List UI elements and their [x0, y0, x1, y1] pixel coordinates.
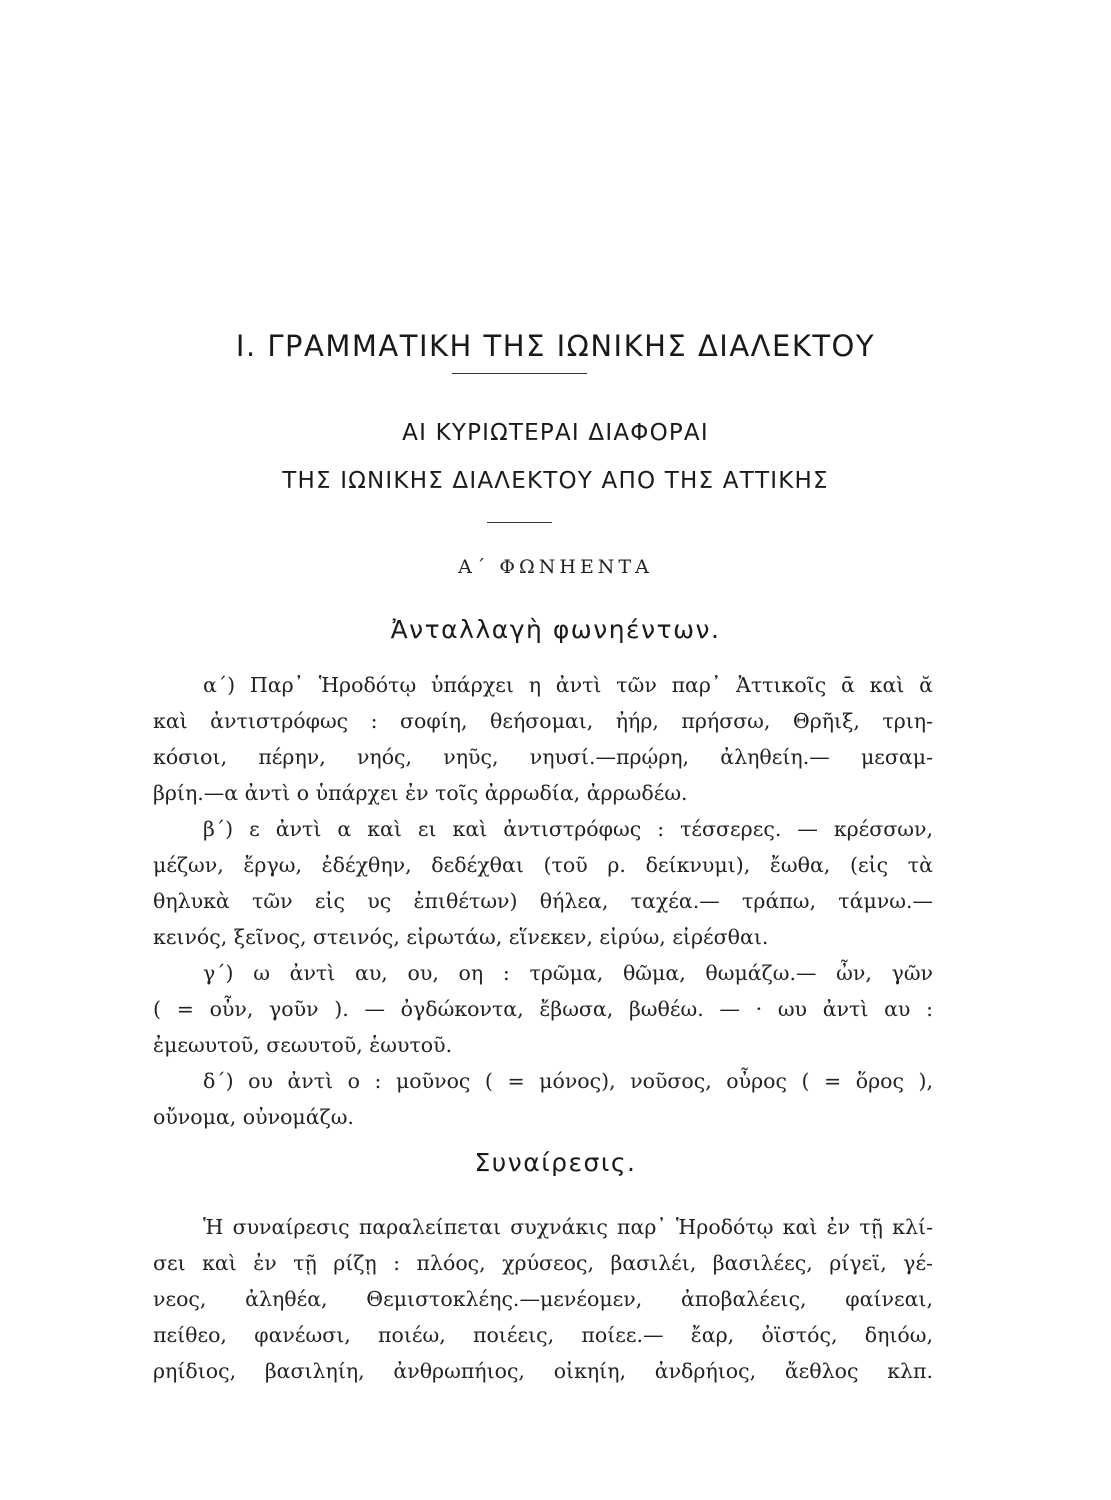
subsection-heading-contraction: Συναίρεσις. [474, 1148, 637, 1177]
subsection-heading-vowel-exchange: Ἀνταλλαγὴ φωνηέντων. [390, 615, 721, 644]
text-line: βρίη.—α ἀντὶ ο ὑπάρχει ἐν τοῖς ἀρρωδία, ἀρρωδέω. [153, 781, 688, 805]
text-line: γ΄) ω ἀντὶ αυ, ου, οη : τρῶμα, θῶμα, θωμάζω.— ὦν, γῶν [203, 961, 933, 985]
text-line: ἐμεωυτοῦ, σεωυτοῦ, ἑωυτοῦ. [153, 1033, 453, 1057]
section-heading: Α΄ ΦΩΝΗΕΝΤΑ [458, 556, 653, 578]
text-line: οὔνομα, οὐνομάζω. [153, 1105, 354, 1129]
subtitle-line-2: ΤΗΣ ΙΩΝΙΚΗΣ ΔΙΑΛΕΚΤΟΥ ΑΠΟ ΤΗΣ ΑΤΤΙΚΗΣ [282, 468, 829, 494]
text-line: ρηίδιος, βασιληίη, ἀνθρωπήιος, οἰκηίη, ἀνδρήιος, ἄεθλος κλπ. [153, 1359, 933, 1383]
text-line: κόσιοι, πέρην, νηός, νηῦς, νηυσί.—πρῴρη, ἀληθείη.— μεσαμ- [153, 745, 933, 769]
chapter-title: I. ΓΡΑΜΜΑΤΙΚΗ ΤΗΣ ΙΩΝΙΚΗΣ ΔΙΑΛΕΚΤΟΥ [235, 329, 876, 364]
text-line: μέζων, ἔργω, ἐδέχθην, δεδέχθαι (τοῦ ρ. δείκνυμι), ἔωθα, (εἰς τὰ [153, 853, 933, 877]
title-divider [452, 373, 587, 374]
text-line: καὶ ἀντιστρόφως : σοφίη, θεήσομαι, ἠήρ, πρήσσω, Θρῆιξ, τριη- [153, 709, 933, 733]
text-line: δ΄) ου ἀντὶ ο : μοῦνος ( = μόνος), νοῦσος, οὖρος ( = ὅρος ), [203, 1069, 933, 1093]
text-line: κεινός, ξεῖνος, στεινός, εἰρωτάω, εἵνεκεν, εἰρύω, εἰρέσθαι. [153, 925, 769, 949]
text-line: β΄) ε ἀντὶ α καὶ ει καὶ ἀντιστρόφως : τέσσερες. — κρέσσων, [203, 817, 933, 841]
text-line: α΄) Παρ᾽ Ἡροδότῳ ὑπάρχει η ἀντὶ τῶν παρ᾽ Ἀττικοῖς ᾱ καὶ ᾰ [203, 673, 933, 697]
text-line: Ἡ συναίρεσις παραλείπεται συχνάκις παρ᾽ Ἡροδότῳ καὶ ἐν τῇ κλί- [203, 1215, 933, 1239]
text-line: νεος, ἀληθέα, Θεμιστοκλέης.—μενέομεν, ἀποβαλέεις, φαίνεαι, [153, 1287, 933, 1311]
text-line: πείθεο, φανέωσι, ποιέω, ποιέεις, ποίεε.— ἔαρ, ὀϊστός, δηιόω, [153, 1323, 933, 1347]
text-line: ( = οὖν, γοῦν ). — ὀγδώκοντα, ἔβωσα, βωθέω. — · ωυ ἀντὶ αυ : [153, 997, 933, 1021]
text-line: θηλυκὰ τῶν εἰς υς ἐπιθέτων) θήλεα, ταχέα.— τράπω, τάμνω.— [153, 889, 933, 913]
subtitle-line-1: ΑΙ ΚΥΡΙΩΤΕΡΑΙ ΔΙΑΦΟΡΑΙ [402, 420, 709, 446]
subtitle-divider [487, 522, 552, 523]
text-line: σει καὶ ἐν τῇ ρίζῃ : πλόος, χρύσεος, βασιλέι, βασιλέες, ρίγεϊ, γέ- [153, 1251, 933, 1275]
